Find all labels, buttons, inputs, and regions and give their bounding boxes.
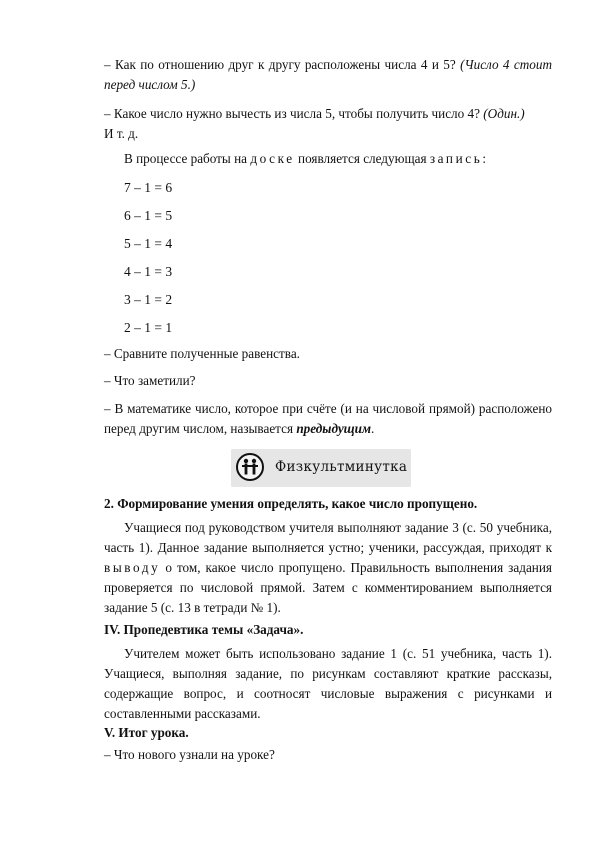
board-paragraph [124,149,552,169]
etc-text: И т. д. [104,126,139,141]
section-2-heading: 2. Формирование умения определять, какое число пропущено. [104,496,478,511]
equation: 2 – 1 = 1 [124,320,173,335]
equation: 3 – 1 = 2 [124,292,173,307]
banner-label: Физкультминутка [275,459,408,475]
question-text: – Как по отношению друг к другу расположены числа 4 и 5? [104,57,461,72]
two-figures-icon [236,453,264,481]
text-fragment: : [482,151,486,166]
question-paragraph-2 [104,104,552,144]
text-fragment: Учащиеся под руководством учителя выполняют задание 3 (с. 50 учебника, часть 1). Данное задание выполняется устно; ученики, рассуждая, приходят к [104,520,552,555]
definition-paragraph [104,399,552,439]
question-paragraph-1 [104,55,552,95]
section-2-body [104,518,552,618]
text-fragment: . [371,421,375,436]
spaced-word: выводу [104,560,161,575]
equation: 5 – 1 = 4 [124,236,173,251]
section-4-body: Учителем может быть использовано задание 1 (с. 51 учебника, часть 1). Учащиеся, выполняя задание, по рисункам составляют краткие рассказы, содержащие вопрос, и соотносят числовые выражения с рисунками и составленными рассказами. [104,646,552,721]
answer-text: (Один.) [483,106,525,121]
section-5-heading: V. Итог урока. [104,725,189,740]
spaced-word: запись [429,151,483,166]
equation: 7 – 1 = 6 [124,180,173,195]
answer-text: (Число 4 стоит перед числом 5.) [104,57,552,92]
text-fragment: В процессе работы на [124,151,251,166]
defined-term: предыдущим [296,421,372,436]
question-text: – Какое число нужно вычесть из числа 5, чтобы получить число 4? [104,106,484,121]
section-4-heading: IV. Пропедевтика темы «Задача». [104,622,304,637]
equation: 6 – 1 = 5 [124,208,173,223]
summary-question: – Что нового узнали на уроке? [104,747,275,762]
instruction-compare: – Сравните полученные равенства. [104,346,300,361]
equation: 4 – 1 = 3 [124,264,173,279]
text-fragment: – В математике число, которое при счёте (и на числовой прямой) расположено перед другим числом, называется [104,401,552,436]
text-fragment: о том, какое число пропущено. Правильность выполнения задания проверяется по числовой прямой. Затем с комментированием выполняется задание 5 (с. 13 в тетради № 1). [104,560,552,615]
text-fragment: появляется следующая [294,151,430,166]
instruction-notice: – Что заметили? [104,373,196,388]
exercise-break-banner [231,449,411,487]
spaced-word: доске [250,151,295,166]
